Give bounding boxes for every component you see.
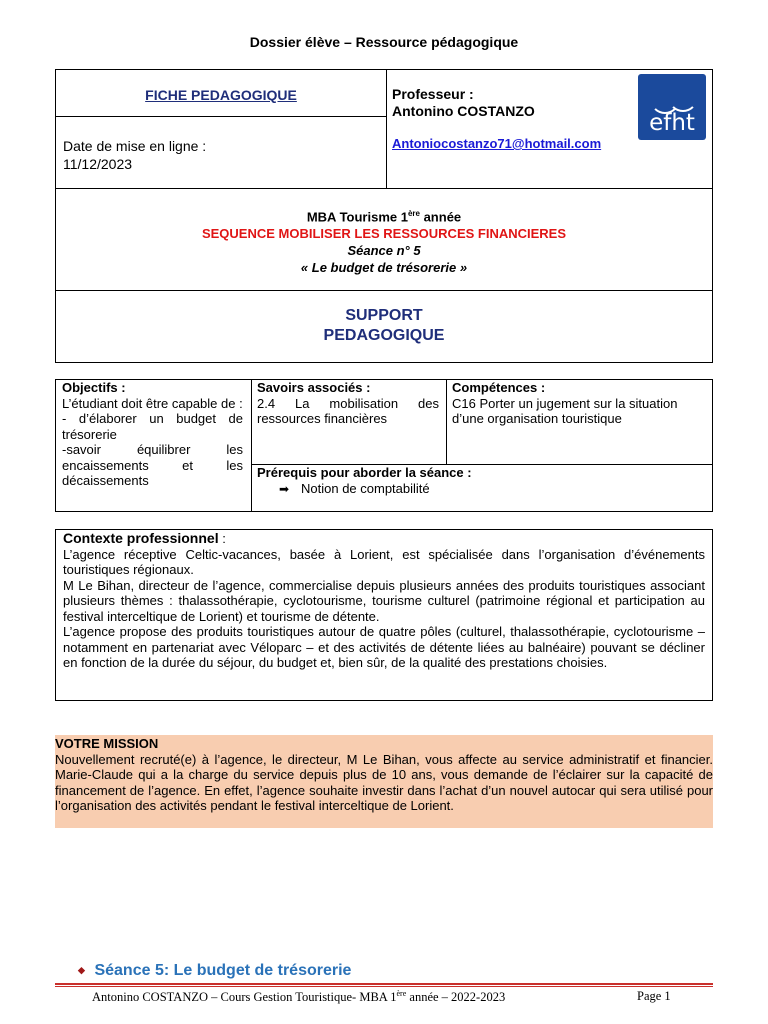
context-colon: : [218, 531, 226, 546]
divider [251, 380, 252, 511]
professor-label: Professeur : [392, 86, 474, 102]
seance-number: Séance n° 5 [347, 243, 421, 259]
context-box [55, 529, 713, 701]
divider [56, 290, 712, 291]
prerequis-item-text: Notion de comptabilité [301, 480, 430, 496]
competences-title: Compétences : [452, 380, 546, 395]
support-title [56, 306, 712, 346]
competences-text: C16 Porter un jugement sur la situation d’une organisation touristique [452, 395, 678, 426]
header-table [55, 69, 713, 363]
prerequis-cell [257, 465, 707, 497]
footer-rule [55, 986, 713, 987]
divider [386, 70, 387, 189]
divider [446, 380, 447, 464]
section-heading [78, 962, 351, 980]
context-title: Contexte professionnel [63, 530, 219, 546]
page-number: Page 1 [637, 989, 671, 1003]
footer-text [92, 989, 505, 1005]
efht-logo [638, 74, 706, 140]
date-value: 11/12/2023 [63, 156, 133, 172]
footer-rule [55, 983, 713, 985]
email-link[interactable]: Antoniocostanzo71@hotmail.com [392, 136, 602, 151]
mission-box [55, 735, 713, 828]
context-heading [63, 531, 705, 547]
bullet-icon: ◆ [78, 965, 85, 976]
sequence-title: SEQUENCE MOBILISER LES RESSOURCES FINANCIERES [201, 226, 567, 242]
course-title [56, 205, 712, 225]
prerequis-item [257, 481, 707, 498]
professor-name: Antonino COSTANZO [392, 103, 535, 119]
section-heading-text: Séance 5: Le budget de trésorerie [94, 962, 352, 979]
logo-arc-icon [668, 82, 698, 112]
competences-cell [452, 380, 707, 427]
footer-suffix: année – 2022-2023 [406, 990, 506, 1005]
fiche-title: FICHE PEDAGOGIQUE [145, 87, 297, 103]
divider [56, 116, 386, 117]
footer-sup: ère [396, 989, 407, 998]
course-title-sup: ère [407, 209, 420, 218]
mission-text: Nouvellement recruté(e) à l’agence, le directeur, M Le Bihan, vous affecte au service administratif et financier. Marie-Claude qui a la charge du service depuis plus de 10 ans, vous demande de l’éclairer sur la capacité de financement de l’agence. En effet, l’agence souhaite investir dans l’achat d’un nouvel autocar qui sera utilisé pour l’organisation des activités pendant le festival interceltique de Lorient. [55, 751, 713, 813]
objectives-cell [62, 380, 243, 489]
divider [56, 188, 712, 189]
savoirs-title: Savoirs associés : [257, 380, 371, 395]
context-paragraph: L’agence réceptive Celtic-vacances, basée à Lorient, est spécialisée dans l’organisation d’événements touristiques régionaux. [63, 546, 705, 577]
footer-prefix: Antonino COSTANZO – Cours Gestion Touristique- MBA 1 [92, 990, 397, 1005]
seance-title: « Le budget de trésorerie » [300, 260, 468, 276]
objectives-table [55, 379, 713, 512]
course-title-prefix: MBA Tourisme 1 [306, 209, 408, 225]
arrow-right-icon: ➡ [279, 481, 290, 496]
date-label: Date de mise en ligne : [63, 138, 207, 154]
prerequis-title: Prérequis pour aborder la séance : [257, 465, 472, 480]
course-title-suffix: année [419, 209, 462, 225]
objectives-line: L’étudiant doit être capable de : [62, 395, 243, 411]
objectives-line: - d’élaborer un budget de trésorerie [62, 411, 243, 442]
context-paragraph: M Le Bihan, directeur de l’agence, commercialise depuis plusieurs années des produits touristiques associant plusieurs thèmes : thalassothérapie, cyclotourisme, tourisme culturel (patrimoine régional et participation au festival interceltique de Lorient) et tourisme de détente. [63, 577, 705, 624]
savoirs-text: 2.4 La mobilisation des ressources financières [257, 395, 439, 426]
logo-text: efht [649, 110, 695, 136]
document-title: Dossier élève – Ressource pédagogique [249, 34, 519, 50]
mission-title: VOTRE MISSION [55, 736, 159, 751]
professor-block [392, 86, 535, 120]
support-line2: PEDAGOGIQUE [323, 327, 445, 344]
context-paragraph: L’agence propose des produits touristiques autour de quatre pôles (culturel, thalassothérapie, cyclotourisme – notamment en partenariat avec Véloparc – et des activités de détente liées au balnéaire) pouvant se décliner en fonction de la durée du séjour, du budget et, bien sûr, de la qualité des prestations choisies. [63, 624, 705, 670]
savoirs-cell [257, 380, 439, 427]
support-line1: SUPPORT [345, 307, 423, 324]
objectives-line: -savoir équilibrer les encaissements et les décaissements [62, 442, 243, 488]
course-block [56, 205, 712, 276]
publish-date [63, 137, 206, 173]
objectives-title: Objectifs : [62, 380, 126, 395]
